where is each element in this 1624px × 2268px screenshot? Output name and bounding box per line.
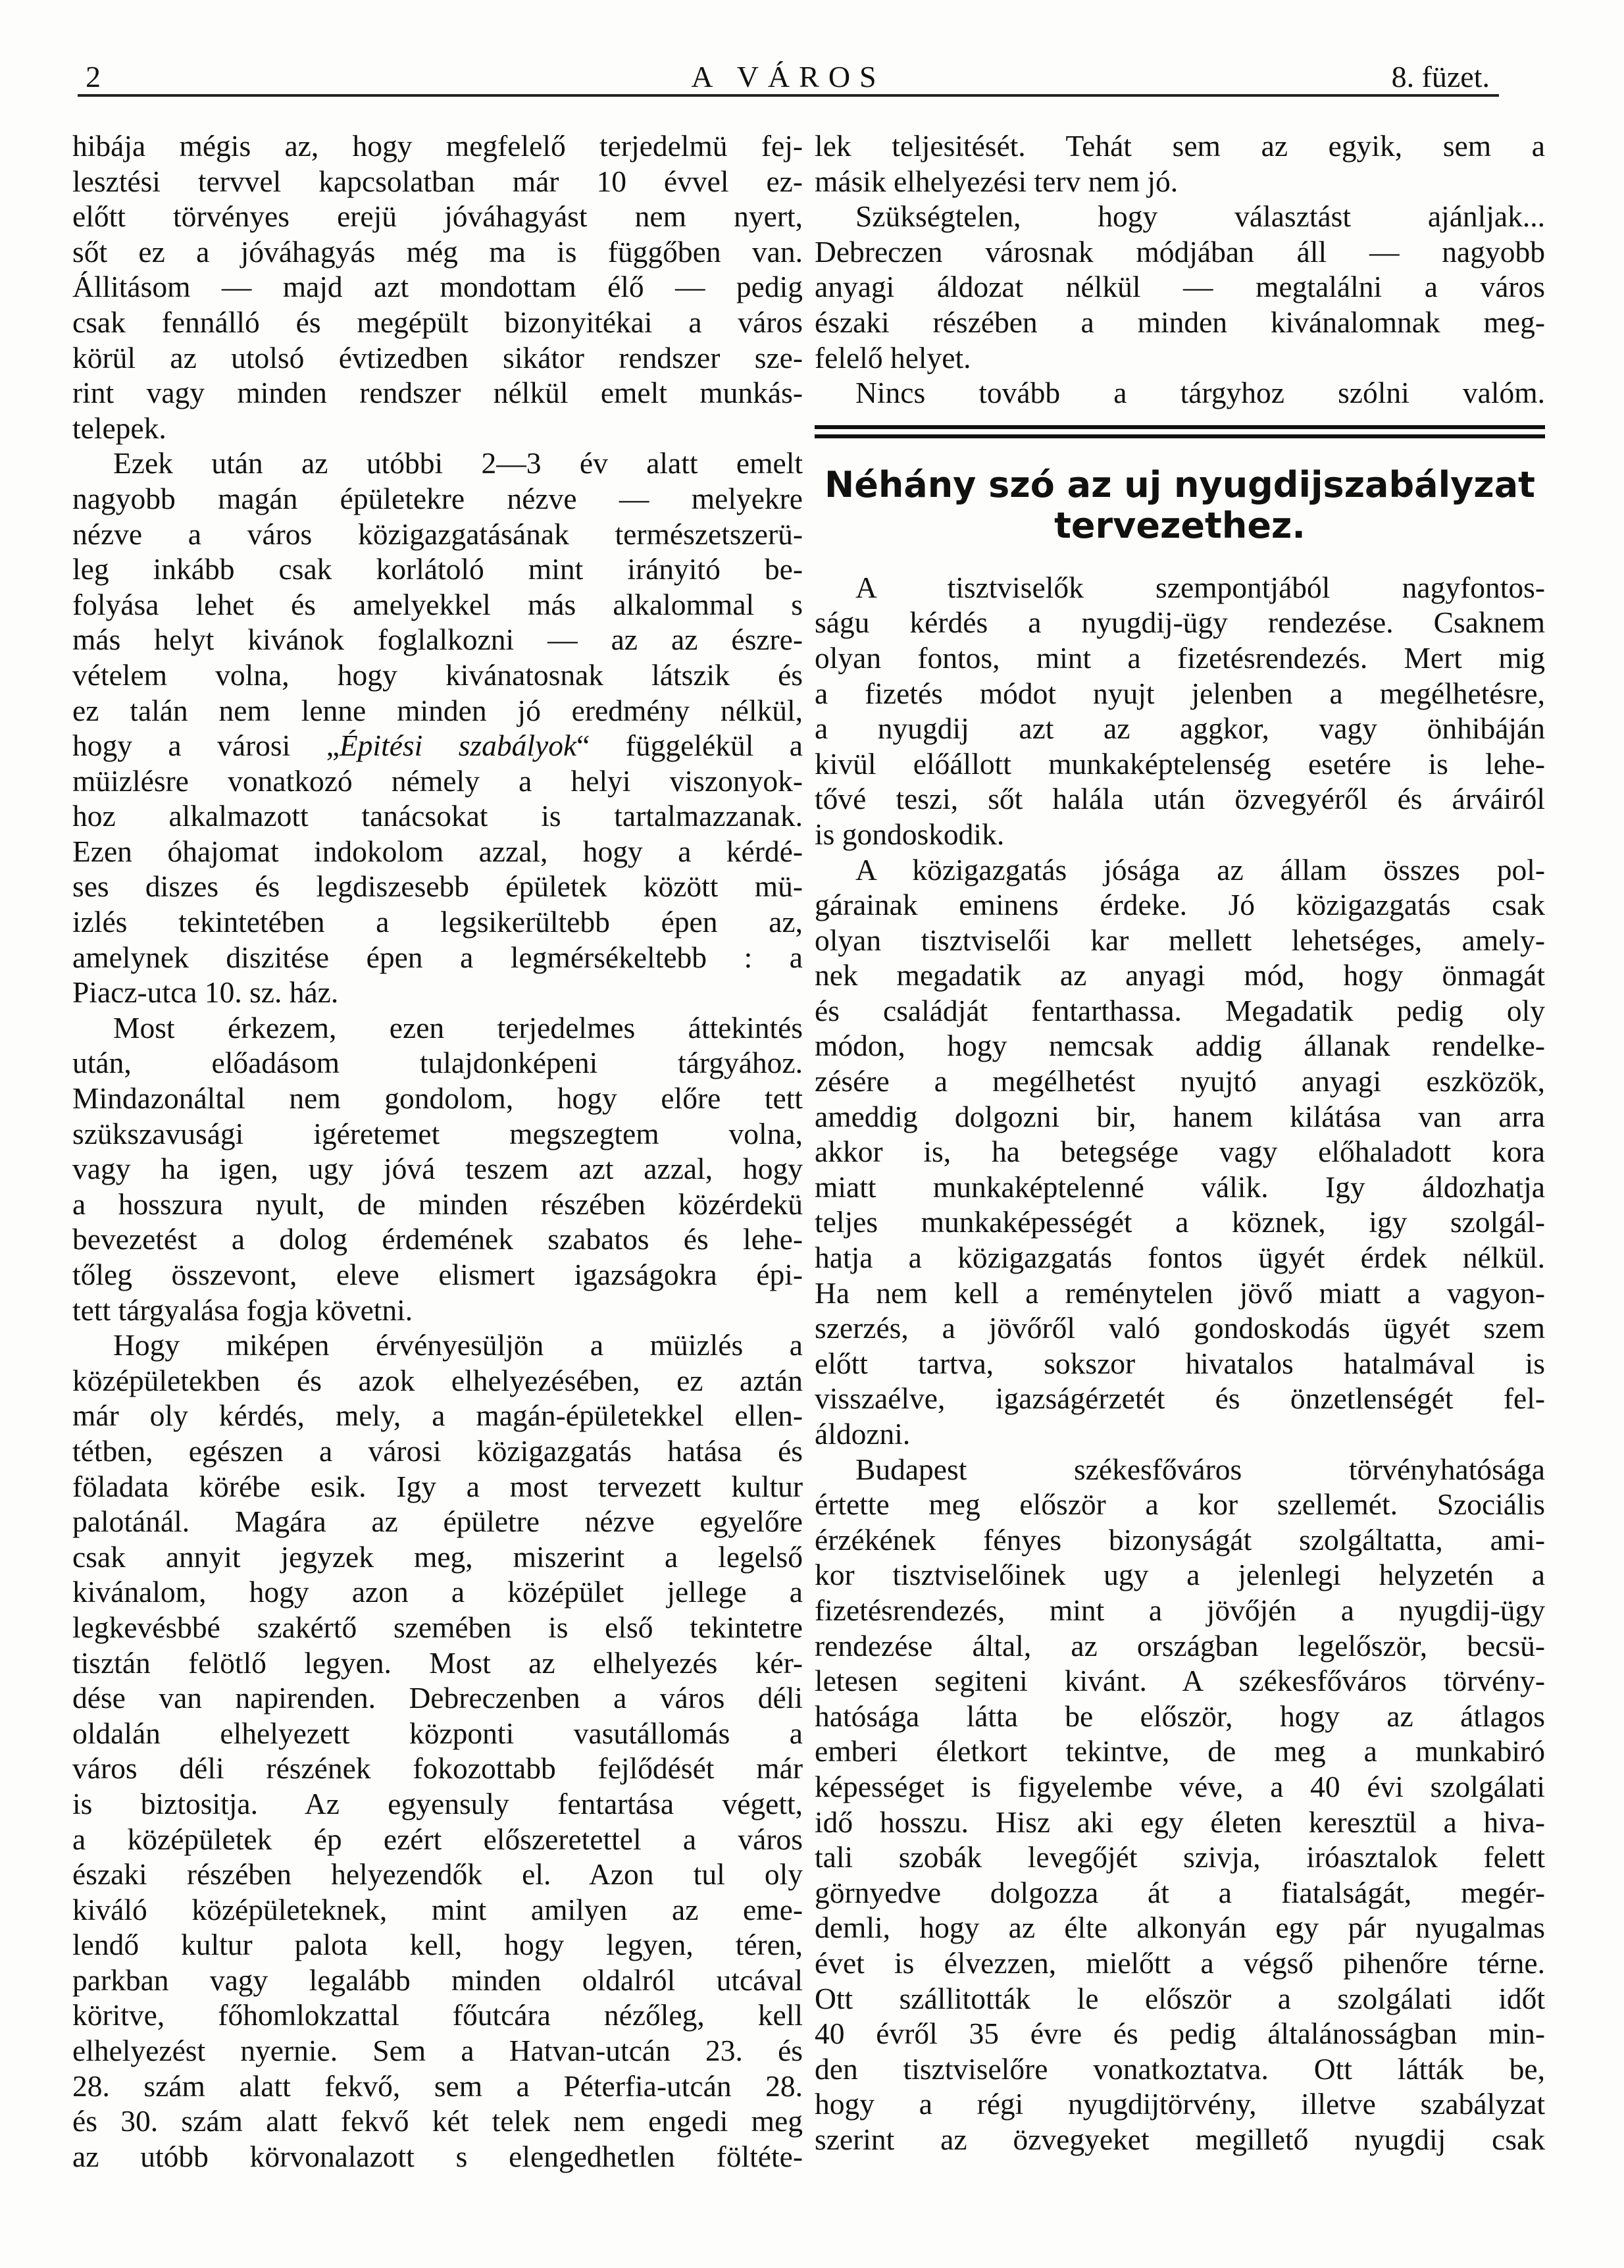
text-line: szerzés, a jövőről való gondoskodás ügyét szem [815, 1311, 1545, 1345]
text-line: rendezése által, az országban legelőször, becsü- [815, 1628, 1545, 1662]
text-line: és 30. szám alatt fekvő két telek nem engedi meg [72, 2104, 803, 2138]
text-line: is gondoskodik. [815, 817, 1005, 851]
text-line: nek megadatik az anyagi mód, hogy önmagát [815, 958, 1545, 992]
text-line: sőt ez a jóváhagyás még ma is függőben van. [72, 234, 803, 269]
text-line: középületekben és azok elhelyezésében, ez aztán [72, 1363, 803, 1397]
text-line: ses diszes és legdiszesebb épületek között mü- [72, 869, 803, 904]
text-line: északi részében a minden kivánalomnak meg- [815, 305, 1545, 339]
header-rule [78, 94, 1499, 97]
text-line: évet is élvezzen, mielőtt a végső pihenőre térne. [815, 1946, 1545, 1980]
text-line: kiváló középületeknek, mint amilyen az eme- [72, 1892, 803, 1926]
text-fragment: “ függelékül a [576, 729, 803, 763]
text-line: értette meg először a kor szellemét. Szociális [815, 1487, 1545, 1522]
text-line: nagyobb magán épületekre nézve — melyekre [72, 481, 803, 515]
text-line: ameddig dolgozni bir, hanem kilátása van arra [815, 1099, 1545, 1133]
text-line: más helyt kivánok foglalkozni — az az észre- [72, 623, 803, 657]
text-line: Ezen óhajomat indokolom azzal, hogy a kérdé- [72, 834, 803, 868]
text-line: anyagi áldozat nélkül — megtalálni a város [815, 270, 1545, 304]
text-line: Hogy miképen érvényesüljön a müizlés a [113, 1328, 803, 1362]
text-line: Ott szállitották le először a szolgálati időt [815, 1981, 1545, 2015]
text-line: szükszavusági igéretemet megszegtem volna, [72, 1116, 803, 1150]
text-line: vételem volna, hogy kivánatosnak látszik és [72, 657, 803, 692]
right-column [815, 128, 1545, 2157]
article-title-line: Néhány szó az uj nyugdijszabályzat [825, 463, 1535, 505]
text-line: nézve a város közigazgatásának természetszerü- [72, 517, 803, 551]
text-line: kivül előállott munkaképtelenség esetére is lehe- [815, 746, 1545, 781]
text-line: 40 évről 35 évre és pedig általánosságban min- [815, 2017, 1545, 2051]
text-line: is biztositja. Az egyensuly fentartása végett, [72, 1786, 803, 1820]
text-line: görnyedve dolgozza át a fiatalságát, megér- [815, 1875, 1545, 1909]
text-line: Most érkezem, ezen terjedelmes áttekintés [113, 1010, 803, 1044]
text-line: parkban vagy legalább minden oldalról utcával [72, 1963, 803, 1997]
text-line: körül az utolsó évtizedben sikátor rendszer sze- [72, 340, 803, 374]
text-line: tétben, egészen a városi közigazgatás hatása és [72, 1433, 803, 1468]
text-line: érzékének fényes bizonyságát szolgáltatta, ami- [815, 1522, 1545, 1557]
italic-title: Épitési szabályok [339, 729, 577, 763]
text-line: idő hosszu. Hisz aki egy életen keresztül a hiva- [815, 1805, 1545, 1839]
issue-number: 8. füzet. [1391, 60, 1490, 93]
text-line: csak annyit jegyzek meg, miszerint a legelső [72, 1539, 803, 1574]
text-line: tett tárgyalása fogja követni. [72, 1293, 413, 1327]
text-line: a középületek ép ezért előszeretettel a város [72, 1822, 803, 1856]
left-column [72, 128, 803, 2174]
text-line: lesztési tervvel kapcsolatban már 10 évvel ez- [72, 164, 803, 198]
text-line: képességet is figyelembe véve, a 40 évi szolgálati [815, 1769, 1545, 1803]
previous-article-ending [815, 128, 1545, 411]
text-line: az utóbb körvonalazott s elengedhetlen föltéte- [72, 2139, 803, 2173]
text-line: a hosszura nyult, de minden részében közérdekü [72, 1187, 803, 1221]
text-line: gárainak eminens érdeke. Jó közigazgatás csak [815, 888, 1545, 922]
text-line: rint vagy minden rendszer nélkül emelt munkás- [72, 376, 803, 410]
text-line: ez talán nem lenne minden jó eredmény nélkül, [72, 693, 803, 727]
text-line: Piacz-utca 10. sz. ház. [72, 975, 339, 1010]
text-line: áldozni. [815, 1417, 911, 1451]
text-line: den tisztviselőre vonatkoztatva. Ott látták be, [815, 2051, 1545, 2086]
text-line: Debreczen városnak módjában áll — nagyobb [815, 234, 1545, 269]
text-line: a nyugdij azt az aggkor, vagy önhibáján [815, 711, 1545, 746]
text-line: előtt törvényes erejü jóváhagyást nem nyert, [72, 199, 803, 234]
text-line: elhelyezést nyernie. Sem a Hatvan-utcán 23. és [72, 2034, 803, 2068]
text-line: kor tisztviselőinek ugy a jelenlegi helyzetén a [815, 1558, 1545, 1592]
text-line: Ezek után az utóbbi 2—3 év alatt emelt [113, 446, 803, 480]
text-line: már oly kérdés, mely, a magán-épületekkel ellen- [72, 1399, 803, 1433]
text-line: legkevésbbé szakértő szemében is első tekintetre [72, 1610, 803, 1644]
text-line: északi részében helyezendők el. Azon tul oly [72, 1857, 803, 1892]
text-line: vagy ha igen, ugy jóvá teszem azt azzal, hogy [72, 1152, 803, 1186]
publication-title: A VÁROS [691, 60, 886, 93]
text-line: föladata körébe esik. Igy a most tervezett kultur [72, 1469, 803, 1503]
text-line: tővé teszi, sőt halála után özvegyéről és árváiról [815, 782, 1545, 816]
text-line: Ha nem kell a reménytelen jövő miatt a vagyon- [815, 1276, 1545, 1310]
text-line: után, előadásom tulajdonképeni tárgyához. [72, 1046, 803, 1080]
text-line: bevezetést a dolog érdemének szabatos és lehe- [72, 1222, 803, 1256]
text-line: leg inkább csak korlátoló mint irányitó be- [72, 552, 803, 586]
text-line: akkor is, ha betegsége vagy előhaladott kora [815, 1135, 1545, 1169]
text-line: csak fennálló és megépült bizonyitékai a város [72, 305, 803, 339]
text-line: felelő helyet. [815, 340, 971, 374]
page-number: 2 [86, 60, 101, 93]
text-line [72, 728, 803, 763]
text-line: zésére a megélhetést nyujtó anyagi eszközök, [815, 1064, 1545, 1098]
text-line: tisztán felötlő legyen. Most az elhelyezés kér- [72, 1645, 803, 1680]
page-header [78, 54, 1499, 93]
text-line: másik elhelyezési terv nem jó. [815, 164, 1179, 198]
text-line: lek teljesitését. Tehát sem az egyik, sem a [815, 129, 1545, 163]
article-title-line: tervezethez. [1054, 504, 1306, 546]
text-line: Állitásom — majd azt mondottam élő — pedig [72, 270, 803, 304]
text-line: köritve, főhomlokzattal főutcára nézőleg, kell [72, 1998, 803, 2032]
text-line: lendő kultur palota kell, hogy legyen, téren, [72, 1928, 803, 1962]
text-line: izlés tekintetében a legsikerültebb épen az, [72, 905, 803, 939]
text-line: fizetésrendezés, mint a jövőjén a nyugdij-ügy [815, 1593, 1545, 1627]
text-line: ságu kérdés a nyugdij-ügy rendezése. Csaknem [815, 606, 1545, 640]
text-line: miatt munkaképtelenné válik. Igy áldozhatja [815, 1170, 1545, 1204]
text-line: palotánál. Magára az épületre nézve egyelőre [72, 1505, 803, 1539]
text-line: módon, hogy nemcsak addig állanak rendelke- [815, 1029, 1545, 1063]
text-line: 28. szám alatt fekvő, sem a Péterfia-utcán 28. [72, 2069, 803, 2103]
text-line: tali szobák levegőjét szivja, iróasztalok felett [815, 1840, 1545, 1874]
text-line: visszaélve, igazságérzetét és önzetlenségét fel- [815, 1381, 1545, 1416]
text-line: telepek. [72, 411, 166, 445]
text-line: folyása lehet és amelyekkel más alkalommal s [72, 587, 803, 621]
text-line: Mindazonáltal nem gondolom, hogy előre tett [72, 1081, 803, 1116]
text-line: szerint az özvegyeket megillető nyugdij csak [815, 2122, 1545, 2156]
text-line: hoz alkalmazott tanácsokat is tartalmazzanak. [72, 799, 803, 833]
text-line: hibája mégis az, hogy megfelelő terjedelmü fej- [72, 129, 803, 163]
text-line: hatósága látta be először, hogy az átlagos [815, 1699, 1545, 1733]
text-line: és családját fentarthassa. Megadatik pedig oly [815, 993, 1545, 1027]
text-line: letesen segiteni kivánt. A székesfőváros törvény- [815, 1664, 1545, 1698]
article-separator-rule [815, 425, 1545, 438]
text-line: Budapest székesfőváros törvényhatósága [855, 1452, 1545, 1486]
text-line: hogy a régi nyugdijtörvény, illetve szabályzat [815, 2087, 1545, 2121]
text-line: Nincs tovább a tárgyhoz szólni valóm. [855, 376, 1545, 410]
text-line: müizlésre vonatkozó némely a helyi viszonyok- [72, 763, 803, 798]
text-line: dése van napirenden. Debreczenben a város déli [72, 1681, 803, 1715]
article-body [815, 570, 1545, 2157]
text-line: emberi életkort tekintve, de meg a munkabiró [815, 1734, 1545, 1768]
text-line: hatja a közigazgatás fontos ügyét érdek nélkül. [815, 1241, 1545, 1275]
text-line: teljes munkaképességét a köznek, igy szolgál- [815, 1205, 1545, 1239]
text-line: A tisztviselők szempontjából nagyfontos- [855, 570, 1545, 604]
text-line: A közigazgatás jósága az állam összes pol- [855, 852, 1545, 887]
text-line: olyan tisztviselői kar mellett lehetséges, amely- [815, 923, 1545, 957]
text-line: amelynek diszitése épen a legmérsékeltebb : a [72, 940, 803, 974]
text-line: város déli részének fokozottabb fejlődését már [72, 1751, 803, 1786]
article-title [815, 465, 1545, 546]
text-line: Szükségtelen, hogy választást ajánljak... [855, 199, 1545, 234]
text-line: kivánalom, hogy azon a középület jellege a [72, 1575, 803, 1609]
text-line: olyan fontos, mint a fizetésrendezés. Mert mig [815, 640, 1545, 675]
text-line: oldalán elhelyezett központi vasutállomás a [72, 1716, 803, 1750]
text-fragment: hogy a városi „ [72, 729, 340, 763]
text-line: a fizetés módot nyujt jelenben a megélhetésre, [815, 676, 1545, 710]
text-line: tőleg összevont, eleve elismert igazságokra épi- [72, 1258, 803, 1291]
text-line: előtt tartva, sokszor hivatalos hatalmával is [815, 1346, 1545, 1380]
text-line: demli, hogy az élte alkonyán egy pár nyugalmas [815, 1911, 1545, 1945]
